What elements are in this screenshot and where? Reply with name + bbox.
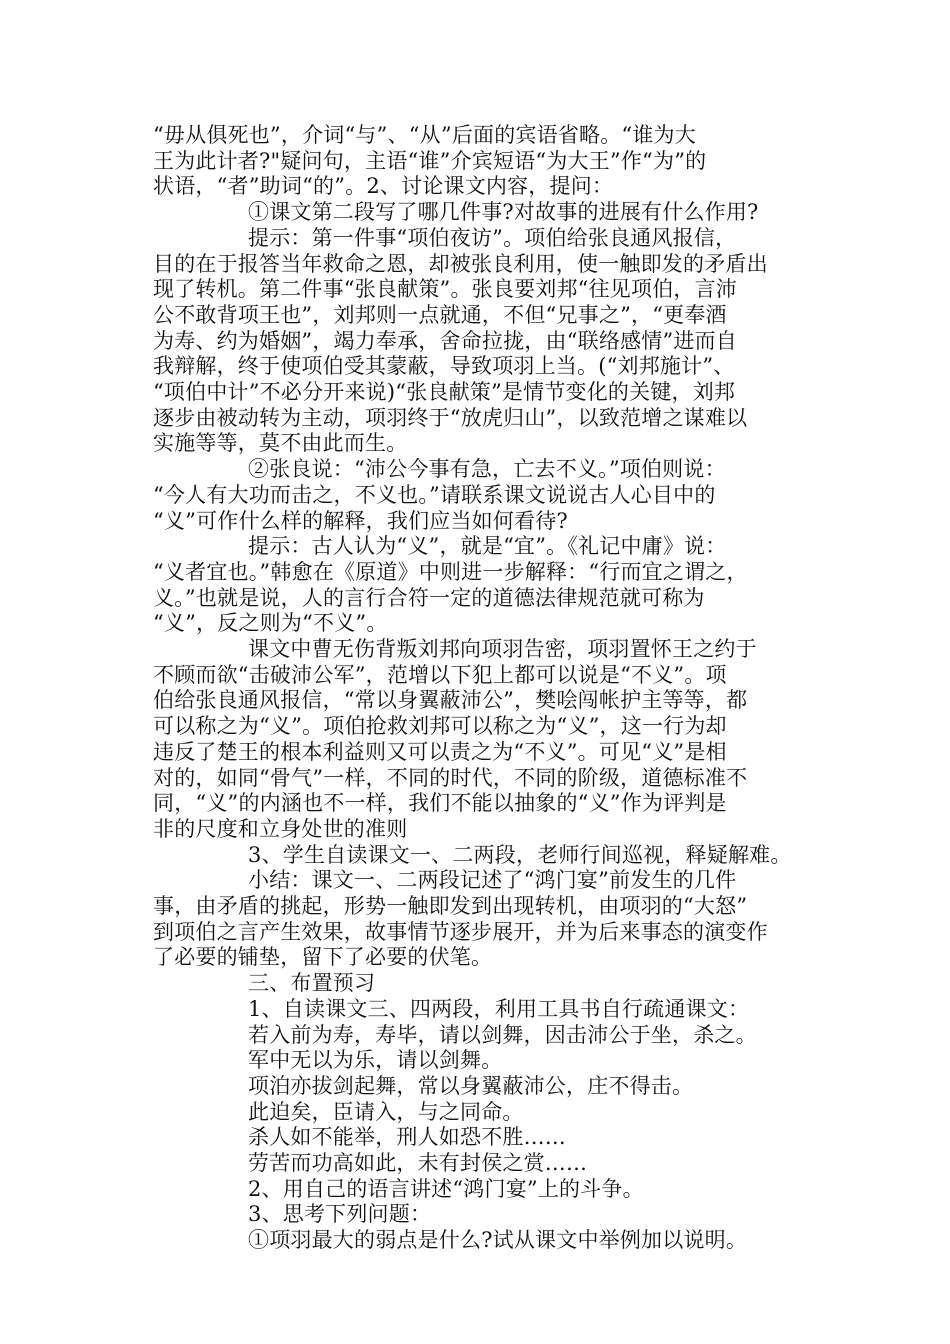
text-line: 事，由矛盾的挑起，形势一触即发到出现转机，由项羽的“大怒” (153, 894, 748, 918)
text-line: ②张良说：“沛公今事有急，亡去不义。”项伯则说： (248, 457, 726, 482)
text-line: “毋从俱死也”，介词“与”、“从”后面的宾语省略。“谁为大 (153, 123, 696, 147)
text-line: 3、学生自读课文一、二两段，老师行间巡视，释疑解难。 (248, 842, 792, 867)
text-line: 目的在于报答当年救命之恩，却被张良利用，使一触即发的矛盾出 (153, 251, 768, 276)
text-line: 若入前为寿，寿毕，请以剑舞，因击沛公于坐，杀之。 (248, 1022, 757, 1047)
text-line: ①课文第二段写了哪几件事?对故事的进展有什么作用? (248, 200, 759, 225)
text-line: 三、布置预习 (248, 971, 376, 996)
text-line: 违反了楚王的根本利益则又可以责之为“不义”。可见“义”是相 (153, 739, 727, 764)
text-line: 提示：古人认为“义”，就是“宜”。《礼记中庸》说： (248, 534, 727, 559)
text-line: 对的，如同“骨气”一样，不同的时代，不同的阶级，道德标准不 (153, 765, 748, 790)
text-line: 课文中曹无伤背叛刘邦向项羽告密，项羽置怀王之约于 (248, 637, 757, 661)
text-line: 义。”也就是说，人的言行合符一定的道德法律规范就可称为 (153, 585, 705, 610)
text-line: 不顾而欲“击破沛公军”，范增以下犯上都可以说是“不义”。项 (153, 662, 727, 687)
text-line: “义者宜也。”韩愈在《原道》中则进一步解释：“行而宜之谓之， (153, 559, 748, 584)
text-line: 了必要的铺垫，留下了必要的伏笔。 (153, 945, 493, 970)
text-line: “今人有大功而击之，不义也。”请联系课文说说古人心目中的 (153, 482, 716, 507)
text-line: 提示：第一件事“项伯夜访”。项伯给张良通风报信， (248, 225, 737, 250)
text-line: 此迫矣，臣请入，与之同命。 (248, 1099, 524, 1124)
text-line: “义”可作什么样的解释，我们应当如何看待? (153, 508, 568, 533)
text-line: 伯给张良通风报信，“常以身翼蔽沛公”，樊哙闯帐护主等等，都 (153, 688, 748, 713)
text-line: 3、思考下列问题： (248, 1202, 432, 1227)
text-line: 公不敢背项王也”，刘邦则一点就通，不但“兄事之”，“更奉酒 (153, 302, 727, 327)
text-line: 小结：课文一、二两段记述了“鸿门宴”前发生的几件 (248, 868, 737, 893)
text-line: 军中无以为乐，请以剑舞。 (248, 1048, 503, 1073)
text-line: 1、自读课文三、四两段，利用工具书自行疏通课文： (248, 996, 750, 1021)
text-line: 劳苦而功高如此，未有封侯之赏…… (248, 1151, 588, 1175)
text-line: 项泊亦拔剑起舞，常以身翼蔽沛公，庄不得击。 (248, 1073, 694, 1098)
text-line: 状语，“者”助词“的”。2、讨论课文内容，提问： (153, 174, 614, 199)
text-line: 可以称之为“义”。项伯抢救刘邦可以称之为“义”，这一行为却 (153, 714, 727, 739)
text-line: 逐步由被动转为主动，项羽终于“放虎归山”，以致范增之谋难以 (153, 405, 748, 430)
text-line: ①项羽最大的弱点是什么?试从课文中举例加以说明。 (248, 1228, 748, 1253)
text-line: 非的尺度和立身处世的准则 (153, 816, 408, 841)
text-line: 为寿、约为婚姻”，竭力奉承，舍命拉拢，由“联络感情”进而自 (153, 328, 738, 353)
text-line: 2、用自己的语言讲述“鸿门宴”上的斗争。 (248, 1176, 644, 1201)
text-line: “项伯中计”不必分开来说)“张良献策”是情节变化的关键，刘邦 (153, 380, 736, 404)
text-line: 我辩解，终于使项伯受其蒙蔽，导致项羽上当。(“刘邦施计”、 (153, 354, 735, 379)
text-line: 王为此计者?"疑问句，主语“谁”介宾短语“为大王”作“为”的 (153, 148, 707, 173)
text-line: 杀人如不能举，刑人如恐不胜…… (248, 1125, 566, 1150)
text-line: 到项伯之言产生效果，故事情节逐步展开，并为后来事态的演变作 (153, 919, 768, 944)
text-line: 同，“义”的内涵也不一样，我们不能以抽象的“义”作为评判是 (153, 791, 727, 816)
text-line: 现了转机。第二件事“张良献策”。张良要刘邦“往见项伯，言沛 (153, 277, 738, 302)
text-line: “义”，反之则为“不义”。 (153, 611, 388, 636)
text-line: 实施等等，莫不由此而生。 (153, 431, 408, 456)
